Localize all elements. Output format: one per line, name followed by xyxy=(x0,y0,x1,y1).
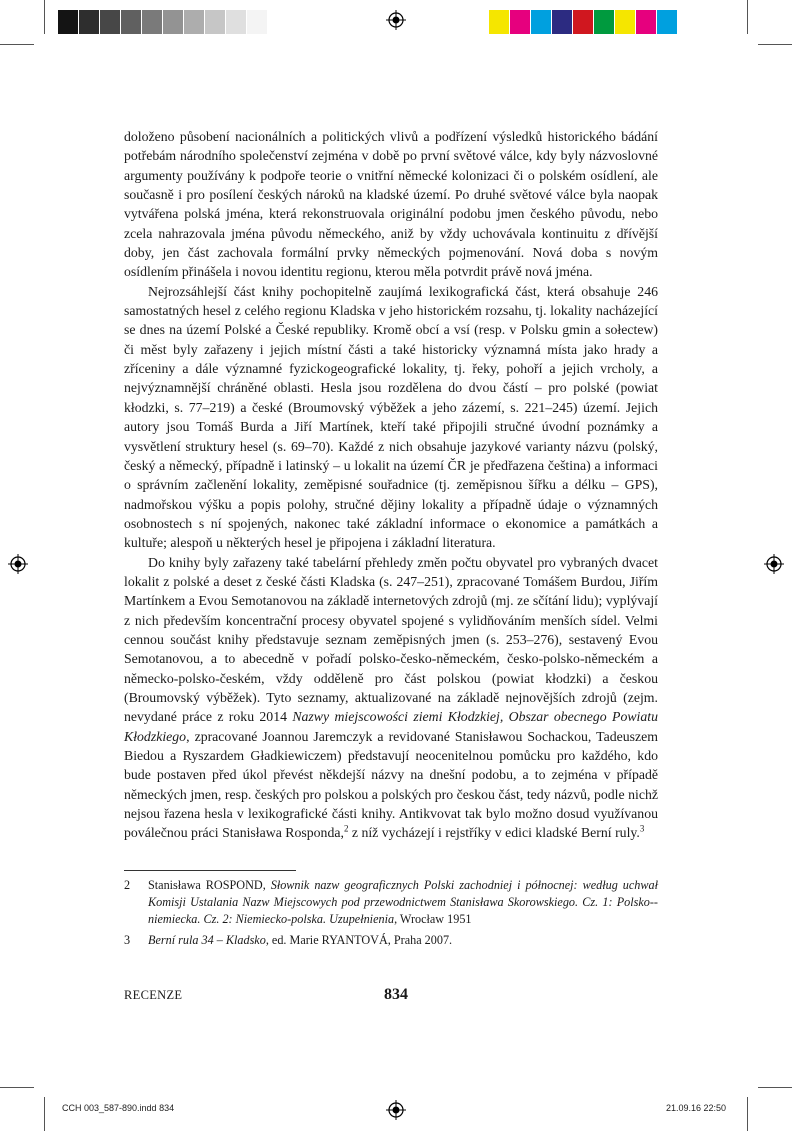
color-swatch xyxy=(552,10,573,34)
cmyk-color-bar xyxy=(489,10,699,34)
footnote-title: Słownik nazw geograficznych Polski zachodniej i północnej: według uchwał Komisji Ustalania Nazw Miejscowych pod przewodnictwem Stanisława Skorowskiego. Cz. 1: Polsko--niemiecka. Cz. 2: Niemiecko-polska. Uzupełnienia xyxy=(148,878,658,926)
crop-mark xyxy=(747,1097,748,1131)
color-swatch xyxy=(100,10,121,34)
registration-mark-icon xyxy=(386,1100,406,1120)
color-swatch xyxy=(163,10,184,34)
registration-mark-icon xyxy=(764,554,784,574)
paragraph-text: , zpracované Joannou Jaremczyk a revidované Stanisławou Sochackou, Tadeuszem Biedou a Ryszardem Gładkiewiczem) představují neocenitelnou pomůcku pro každého, kdo bude postaven před úkol převést někdejší názvy na dnešní podobu, a to zejména v případě německých jmen, resp. českých pro polskou a polských pro českou část, tedy názvů, podle nichž nejsou řazena hesla v lexikografické části knihy. Antikvovat tak bylo možno dosud využívanou poválečnou práci Stanisława Rosponda, xyxy=(124,728,658,841)
footnote-ref[interactable]: 2 xyxy=(343,823,349,834)
footnotes xyxy=(124,877,658,953)
slug-timestamp: 21.09.16 22:50 xyxy=(665,1103,726,1113)
footnote-number: 2 xyxy=(124,878,131,892)
footnote-title: Berní rula 34 – Kladsko xyxy=(148,933,266,947)
paragraph: Nejrozsáhlejší část knihy pochopitelně zaujímá lexikografická část, která obsahuje 246 samostatných hesel z celého regionu Kladska v jeho historickém rozsahu, tj. lokality nacházející se dnes na území Polské a České republiky. Kromě obcí a vsí (resp. v Polsku gmin a sołectew) či měst byly zařazeny i jejich místní části a také historicky významná místa jako hrady a zříceniny a dále významné fyzickogeografické lokality, tj. řeky, pohoří a jejich vrcholy, a nejvýznamnější chráněné oblasti. Hesla jsou rozdělena do dvou částí – pro polské (powiat kłodzki, s. 77–219) a české (Broumovský výběžek a jeho zázemí, s. 221–245) území. Jejich autory jsou Tomáš Burda a Jiří Martínek, kteří také připojili stručné úvodní poznámky a vysvětlení struktury hesel (s. 69–70). Každé z nich obsahuje jazykové varianty názvu (polský, český a německý, případně i latinský – u lokalit na území ČR je předřazena čeština) a informaci o správním začlenění lokality, zeměpisné souřadnice (tj. zeměpisnou šířku a délku – GPS), nadmořskou výšku a popis polohy, stručné dějiny lokality a případně údaje o významných osobnostech s ní spojených, nakonec také základní informace o ekonomice a památkách a kultuře; alespoň u některých hesel je připojena i základní literatura. xyxy=(124,283,658,551)
color-swatch xyxy=(678,10,699,34)
color-swatch xyxy=(510,10,531,34)
color-swatch xyxy=(636,10,657,34)
crop-mark xyxy=(758,44,792,45)
footnote-text xyxy=(148,932,658,949)
paragraph xyxy=(124,553,658,843)
footnote-imprint: , Wrocław 1951 xyxy=(394,912,472,926)
footnote-number: 3 xyxy=(124,933,131,947)
paragraph-text: Do knihy byly zařazeny také tabelární přehledy změn počtu obyvatel pro vybraných dvacet lokalit z polské a deset z české části Kladska (s. 247–251), zpracované Tomášem Burdou, Jiřím Martínkem a Evou Semotanovou na základě internetových zdrojů (mj. ze sčítání lidu); vyplývají z nich především koncentrační procesy obyvatel spojené s vylidňováním menších sídel. Velmi cennou součást knihy představuje seznam zeměpisných jmen (s. 253–276), sestavený Evou Semotanovou, a to abecedně v pořadí polsko-česko-německém, česko-polsko-německém a německo-polsko-českém, vždy odděleně pro část polskou (powiat kłodzki) a českou (Broumovský výběžek). Tyto seznamy, aktualizované na základě nejnovějších zdrojů (zejm. nevydané práce z roku 2014 xyxy=(124,554,658,725)
color-swatch xyxy=(489,10,510,34)
footnote xyxy=(124,932,658,949)
color-swatch xyxy=(142,10,163,34)
footnote-ref[interactable]: 3 xyxy=(639,823,645,834)
crop-mark xyxy=(0,44,34,45)
grayscale-color-bar xyxy=(58,10,268,34)
color-swatch xyxy=(205,10,226,34)
footnote xyxy=(124,877,658,928)
color-swatch xyxy=(594,10,615,34)
crop-mark xyxy=(747,0,748,34)
body-text xyxy=(124,127,658,843)
crop-mark xyxy=(0,1087,34,1088)
footnote-imprint: , ed. Marie RYANTOVÁ, Praha 2007. xyxy=(265,933,453,947)
registration-mark-icon xyxy=(386,10,406,30)
footnote-text xyxy=(148,877,658,928)
page-number: 834 xyxy=(384,986,408,1003)
paragraph-text: z níž vycházejí i rejstříky v edici kladské Berní ruly. xyxy=(348,825,640,841)
color-swatch xyxy=(573,10,594,34)
color-swatch xyxy=(615,10,636,34)
color-swatch xyxy=(657,10,678,34)
color-swatch xyxy=(247,10,268,34)
color-swatch xyxy=(121,10,142,34)
color-swatch xyxy=(58,10,79,34)
paragraph: doloženo působení nacionálních a politických vlivů a podřízení výsledků historického bádání potřebám národního společenství zejména v době po první světové válce, kdy byly názvoslovné argumenty používány k podpoře teorie o vnitřní německé kolonizaci či o polském osídlení, ale současně i pro posílení českých nároků na kladské území. Po druhé světové válce byla naopak vytvářena polská jména, která rekonstruovala originální podobu jmen českého původu, nebo zcela nahrazovala jména původu německého, aniž by vždy uchovávala kontinuitu z dřívější doby, jen část zachovala formální prvky německých pojmenování. Nová doba s novým osídlením přinášela i novou identitu regionu, kterou měla potvrdit právě nová jména. xyxy=(124,129,658,280)
color-swatch xyxy=(79,10,100,34)
registration-mark-icon xyxy=(8,554,28,574)
crop-mark xyxy=(44,0,45,34)
color-swatch xyxy=(531,10,552,34)
color-swatch xyxy=(226,10,247,34)
crop-mark xyxy=(758,1087,792,1088)
crop-mark xyxy=(44,1097,45,1131)
footnote-divider xyxy=(124,870,296,871)
book-title: Nazwy miejscowości ziemi Kłodzkiej, Obszar obecnego Powiatu Kłodzkiego xyxy=(124,709,659,744)
color-swatch xyxy=(184,10,205,34)
running-head: RECENZE xyxy=(124,988,183,1002)
slug-filename: CCH 003_587-890.indd 834 xyxy=(62,1103,175,1113)
footnote-author: Stanisława ROSPOND, xyxy=(148,878,271,892)
